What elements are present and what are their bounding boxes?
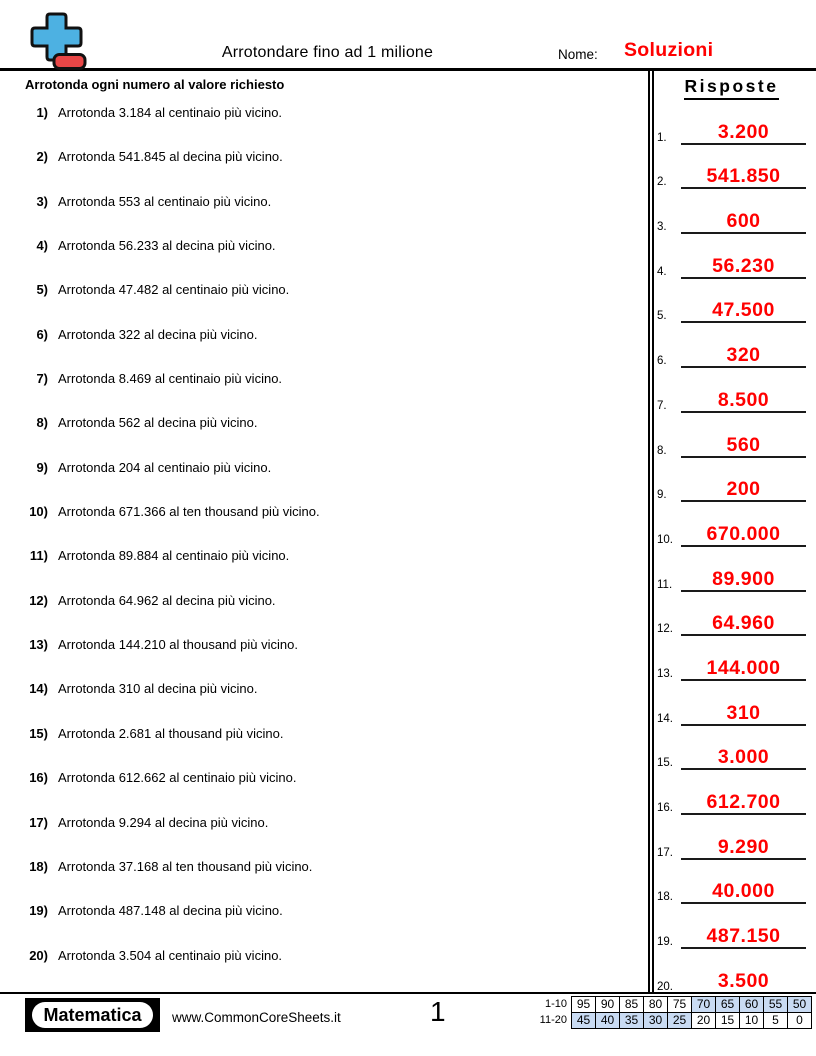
- question-row: [25, 504, 648, 548]
- name-value: Soluzioni: [624, 39, 714, 61]
- answer-row: [657, 904, 806, 949]
- answer-number: 2.: [657, 176, 667, 189]
- question-row: [25, 815, 648, 859]
- score-cell: 50: [788, 997, 812, 1013]
- question-number: 5): [36, 282, 48, 298]
- question-text: Arrotonda 322 al decina più vicino.: [58, 326, 258, 342]
- answers-column: [648, 71, 816, 992]
- question-row: [25, 282, 648, 326]
- question-row: [25, 105, 648, 149]
- answer-value: 487.150: [706, 925, 781, 948]
- score-cell: 5: [764, 1013, 788, 1029]
- score-cell: 15: [716, 1013, 740, 1029]
- answer-number: 9.: [657, 489, 667, 502]
- question-text: Arrotonda 2.681 al thousand più vicino.: [58, 725, 284, 741]
- question-number: 17): [29, 814, 48, 830]
- question-text: Arrotonda 64.962 al decina più vicino.: [58, 592, 276, 608]
- question-number: 1): [36, 105, 48, 120]
- matematica-badge: [25, 998, 160, 1032]
- answer-value: 670.000: [706, 522, 781, 545]
- score-cell: 25: [668, 1013, 692, 1029]
- score-cell: 85: [620, 997, 644, 1013]
- answer-row: [657, 815, 806, 860]
- answer-row: [657, 413, 806, 458]
- answer-line: [681, 211, 806, 234]
- answer-number: 5.: [657, 310, 667, 323]
- answer-line: [681, 837, 806, 860]
- answer-number: 17.: [657, 846, 673, 859]
- question-row: [25, 238, 648, 282]
- question-number: 16): [29, 770, 48, 786]
- answer-value: 3.500: [717, 969, 770, 992]
- answer-value: 3.000: [717, 746, 770, 769]
- answer-row: [657, 592, 806, 637]
- answer-line: [681, 926, 806, 949]
- answer-row: [657, 368, 806, 413]
- answer-number: 6.: [657, 355, 667, 368]
- questions-column: [0, 71, 648, 992]
- question-text: Arrotonda 144.210 al thousand più vicino.: [58, 637, 298, 653]
- answer-line: [681, 703, 806, 726]
- answer-number: 18.: [657, 891, 673, 904]
- answer-line: [681, 524, 806, 547]
- answer-row: [657, 234, 806, 279]
- score-cell: 10: [740, 1013, 764, 1029]
- question-number: 10): [29, 504, 48, 520]
- question-row: [25, 770, 648, 814]
- score-cell: 45: [572, 1013, 596, 1029]
- answer-line: [681, 658, 806, 681]
- answer-row: [657, 458, 806, 503]
- question-row: [25, 948, 648, 992]
- question-number: 9): [36, 459, 48, 475]
- main-region: [0, 71, 816, 992]
- question-text: Arrotonda 3.184 al centinaio più vicino.: [58, 105, 283, 120]
- score-cell: 55: [764, 997, 788, 1013]
- question-text: Arrotonda 8.469 al centinaio più vicino.: [58, 371, 283, 387]
- question-number: 13): [29, 637, 48, 653]
- answer-value: 40.000: [712, 880, 775, 903]
- score-cell: 65: [716, 997, 740, 1013]
- answer-row: [657, 860, 806, 905]
- answer-value: 320: [726, 344, 761, 367]
- instructions: Arrotonda ogni numero al valore richiesto: [25, 77, 285, 92]
- answer-value: 89.900: [712, 567, 775, 590]
- answer-number: 16.: [657, 802, 673, 814]
- question-text: Arrotonda 553 al centinaio più vicino.: [58, 193, 272, 209]
- page-number: 1: [430, 996, 446, 1027]
- score-cell: 70: [692, 997, 716, 1013]
- question-list: [25, 105, 648, 992]
- question-number: 2): [36, 149, 48, 165]
- answer-line: [681, 792, 806, 815]
- footer: [0, 992, 816, 1056]
- answer-value: 612.700: [706, 791, 781, 813]
- answer-line: [681, 300, 806, 323]
- answer-value: 600: [726, 210, 761, 233]
- score-table: [529, 996, 812, 1029]
- question-text: Arrotonda 487.148 al decina più vicino.: [58, 903, 283, 919]
- answer-number: 15.: [657, 757, 673, 770]
- answer-line: [681, 435, 806, 458]
- answer-value: 560: [726, 433, 761, 456]
- answer-number: 12.: [657, 623, 673, 636]
- question-text: Arrotonda 671.366 al ten thousand più vicino.: [58, 504, 320, 520]
- score-cell: 75: [668, 997, 692, 1013]
- question-number: 14): [29, 681, 48, 697]
- question-row: [25, 859, 648, 903]
- question-row: [25, 593, 648, 637]
- question-text: Arrotonda 9.294 al decina più vicino.: [58, 814, 269, 830]
- answer-value: 64.960: [712, 612, 775, 635]
- answer-line: [681, 345, 806, 368]
- answer-value: 3.200: [717, 120, 770, 143]
- answer-row: [657, 949, 806, 994]
- question-number: 12): [29, 592, 48, 608]
- question-number: 19): [29, 903, 48, 919]
- question-row: [25, 371, 648, 415]
- header: [0, 0, 816, 71]
- answer-row: [657, 502, 806, 547]
- answer-value: 8.500: [717, 388, 770, 411]
- answer-number: 7.: [657, 399, 667, 412]
- answer-row: [657, 323, 806, 368]
- score-cell: 60: [740, 997, 764, 1013]
- question-row: [25, 149, 648, 193]
- question-text: Arrotonda 612.662 al centinaio più vicino.: [58, 770, 297, 786]
- question-row: [25, 548, 648, 592]
- answer-number: 1.: [657, 131, 667, 144]
- answer-line: [681, 166, 806, 189]
- answer-number: 8.: [657, 444, 667, 457]
- answers-header: Risposte: [684, 76, 780, 100]
- answer-line: [681, 971, 806, 994]
- answer-number: 4.: [657, 265, 667, 278]
- question-text: Arrotonda 89.884 al centinaio più vicino.: [58, 548, 290, 564]
- answer-row: [657, 726, 806, 771]
- question-number: 11): [29, 548, 48, 564]
- question-text: Arrotonda 3.504 al centinaio più vicino.: [58, 947, 283, 963]
- answer-line: [681, 122, 806, 145]
- score-row-label: 11-20: [539, 1014, 567, 1026]
- answer-number: 13.: [657, 667, 673, 680]
- question-row: [25, 194, 648, 238]
- score-cell: 40: [596, 1013, 620, 1029]
- badge-label: Matematica: [32, 1002, 152, 1028]
- name-label: Nome:: [558, 47, 598, 62]
- question-text: Arrotonda 37.168 al ten thousand più vicino.: [58, 858, 313, 874]
- score-cell: 35: [620, 1013, 644, 1029]
- question-number: 8): [36, 415, 48, 431]
- worksheet-title: Arrotondare fino ad 1 milione: [221, 44, 434, 61]
- answer-value: 9.290: [717, 835, 770, 858]
- question-row: [25, 726, 648, 770]
- question-number: 6): [36, 326, 48, 342]
- question-number: 18): [29, 858, 48, 874]
- answer-line: [681, 613, 806, 636]
- answer-row: [657, 547, 806, 592]
- answer-row: [657, 770, 806, 815]
- score-cell: 30: [644, 1013, 668, 1029]
- question-row: [25, 460, 648, 504]
- answer-row: [657, 100, 806, 145]
- score-row: [529, 997, 812, 1013]
- question-row: [25, 681, 648, 725]
- answer-value: 47.500: [712, 299, 775, 322]
- question-text: Arrotonda 310 al decina più vicino.: [58, 681, 258, 697]
- question-number: 3): [36, 193, 48, 209]
- question-number: 4): [36, 238, 48, 254]
- question-text: Arrotonda 47.482 al centinaio più vicino.: [58, 282, 290, 298]
- answer-value: 310: [726, 701, 761, 724]
- question-row: [25, 637, 648, 681]
- question-row: [25, 903, 648, 947]
- answer-value: 541.850: [706, 165, 781, 188]
- answer-line: [681, 881, 806, 904]
- score-row: [529, 1013, 812, 1029]
- answer-row: [657, 145, 806, 190]
- question-text: Arrotonda 56.233 al decina più vicino.: [58, 238, 276, 254]
- question-number: 20): [29, 947, 48, 963]
- question-row: [25, 327, 648, 371]
- answer-value: 200: [726, 478, 761, 501]
- answer-line: [681, 747, 806, 770]
- answer-value: 144.000: [706, 656, 781, 679]
- score-cell: 0: [788, 1013, 812, 1029]
- answer-line: [681, 569, 806, 592]
- answer-line: [681, 479, 806, 502]
- answer-row: [657, 279, 806, 324]
- answer-number: 14.: [657, 712, 673, 725]
- question-row: [25, 415, 648, 459]
- score-cell: 90: [596, 997, 620, 1013]
- answer-list: [657, 100, 806, 994]
- score-cell: 95: [572, 997, 596, 1013]
- answer-line: [681, 256, 806, 279]
- website-url: www.CommonCoreSheets.it: [172, 1010, 341, 1025]
- question-text: Arrotonda 541.845 al decina più vicino.: [58, 149, 283, 165]
- answer-line: [681, 390, 806, 413]
- score-cell: 20: [692, 1013, 716, 1029]
- question-number: 7): [36, 371, 48, 387]
- question-text: Arrotonda 562 al decina più vicino.: [58, 415, 258, 431]
- answer-number: 19.: [657, 936, 673, 949]
- answer-value: 56.230: [712, 254, 775, 277]
- answer-number: 3.: [657, 221, 667, 234]
- score-row-label: 1-10: [544, 998, 567, 1010]
- plus-minus-icon: [27, 11, 87, 71]
- question-text: Arrotonda 204 al centinaio più vicino.: [58, 459, 272, 475]
- answer-number: 20.: [657, 980, 673, 993]
- question-number: 15): [29, 725, 48, 741]
- score-cell: 80: [644, 997, 668, 1013]
- answer-number: 11.: [657, 578, 673, 591]
- answer-row: [657, 636, 806, 681]
- answer-row: [657, 681, 806, 726]
- answer-row: [657, 189, 806, 234]
- answer-number: 10.: [657, 533, 673, 546]
